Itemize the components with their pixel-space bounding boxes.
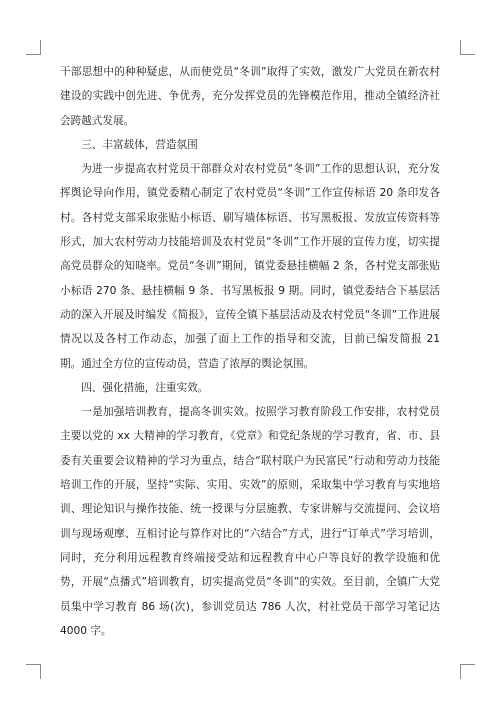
crop-mark-bottom-left (26, 664, 41, 679)
paragraph-continuation: 干部思想中的种种疑虑，从而使党员“冬训”取得了实效，激发广大党员在新农村建设的实践中创先进、争优秀，充分发挥党员的先锋模范作用，推动全镇经济社会跨越式发展。 (60, 66, 440, 127)
document-body (60, 60, 440, 643)
paragraph-publicity: 为进一步提高农村党员干部群众对农村党员“冬训”工作的思想认识，充分发挥舆论导向作用，镇党委精心制定了农村党员“冬训”工作宣传标语 20 条印发各村。各村党支部采取张贴小标语、刷写墙体标语、书写黑板报、发放宣传资料等形式，加大农村劳动力技能培训及农村党员“冬训”工作开展的宣传力度，切实提高党员群众的知晓率。党员“冬训”期间，镇党委悬挂横幅 2 条，各村党支部张贴小标语 270 条、悬挂横幅 9 条、书写黑板报 9 期。同时，镇党委结合下基层活动的深入开展及时编发《简报》，宣传全镇下基层活动及农村党员“冬训”工作进展情况以及各村工作动态，加强了面上工作的指导和交流，目前已编发简报 21 期。通过全方位的宣传动员，营造了浓厚的舆论氛围。 (60, 163, 440, 370)
crop-mark-top-left (26, 40, 41, 55)
paragraph-training: 一是加强培训教育，提高冬训实效。按照学习教育阶段工作安排，农村党员主要以党的 xx 大精神的学习教育，《党章》和党纪条规的学习教育，省、市、县委有关重要会议精神的学习为重点，结合“联村联户为民富民”行动和劳动力技能培训工作的开展，坚持“实际、实用、实效”的原则，采取集中学习教育与实地培训、理论知识与操作技能、统一授课与分层施教、专家讲解与交流提问、会议培训与现场观摩、互相讨论与算作对比的“六结合”方式，进行“订单式”学习培训，同时，充分利用远程教育终端接受站和远程教育中心户等良好的教学设施和优势，开展“点播式”培训教育，切实提高党员“冬训”的实效。至目前，全镇广大党员集中学习教育 86 场(次)，参训党员达 786 人次，村社党员干部学习笔记达 4000 字。 (60, 406, 440, 637)
section-heading-four: 四、强化措施，注重实效。 (81, 381, 209, 394)
crop-mark-top-right (460, 40, 475, 55)
section-heading-three: 三、丰富载体，营造氛围 (81, 138, 198, 151)
crop-mark-bottom-right (460, 664, 475, 679)
